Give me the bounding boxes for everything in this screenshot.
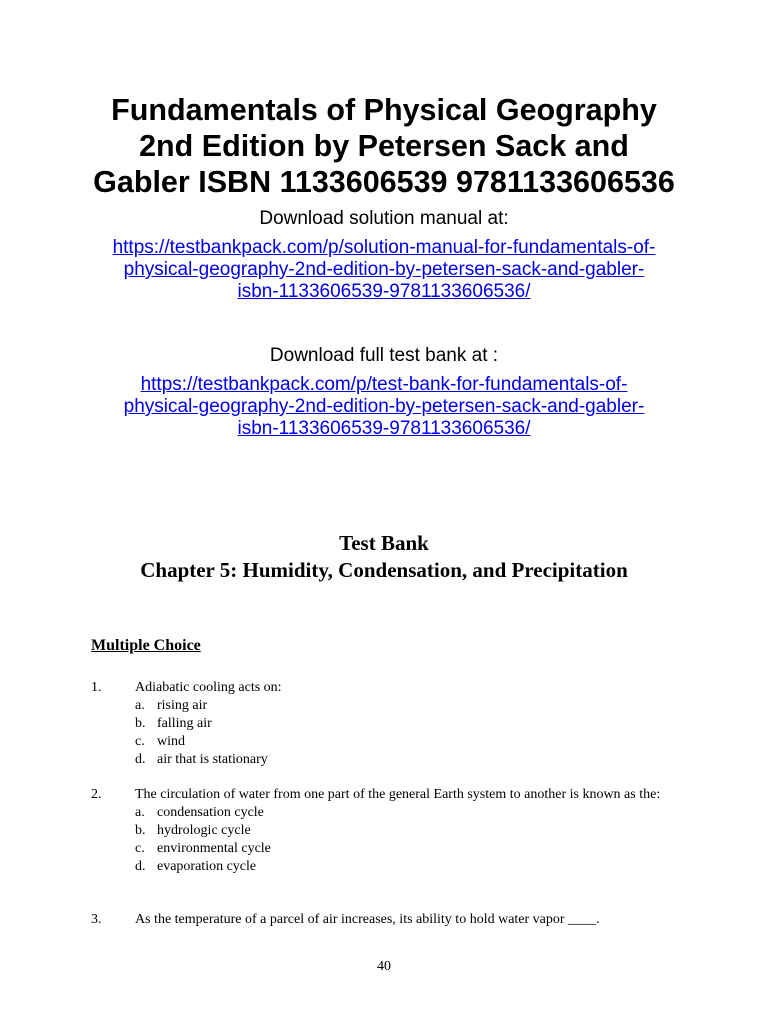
link-line: isbn-1133606539-9781133606536/ <box>237 418 531 439</box>
question-number: 2. <box>91 787 102 802</box>
question <box>91 679 691 769</box>
option-letter: a. <box>135 805 145 820</box>
link-line: https://testbankpack.com/p/solution-manual-for-fundamentals-of- <box>112 237 656 258</box>
option <box>135 715 691 733</box>
chapter-title: Chapter 5: Humidity, Condensation, and Precipitation <box>140 558 628 582</box>
option-letter: b. <box>135 823 146 838</box>
document-title <box>0 92 768 200</box>
question <box>91 911 691 929</box>
link-line: physical-geography-2nd-edition-by-petersen-sack-and-gabler- <box>123 259 645 280</box>
option-letter: d. <box>135 859 146 874</box>
option-text: condensation cycle <box>157 805 264 820</box>
option-letter: c. <box>135 734 145 749</box>
option <box>135 804 691 822</box>
question-number: 3. <box>91 912 102 927</box>
option-text: rising air <box>157 698 208 713</box>
option <box>135 751 691 769</box>
solution-manual-label: Download solution manual at: <box>259 208 509 229</box>
question-number: 1. <box>91 680 102 695</box>
option-text: wind <box>157 734 185 749</box>
question-text: Adiabatic cooling acts on: <box>135 680 282 695</box>
question-text: As the temperature of a parcel of air increases, its ability to hold water vapor ____. <box>135 912 600 927</box>
option-letter: d. <box>135 752 146 767</box>
test-bank-label: Download full test bank at : <box>269 345 499 366</box>
option <box>135 697 691 715</box>
option <box>135 840 691 858</box>
link-line: isbn-1133606539-9781133606536/ <box>237 281 531 302</box>
option-letter: c. <box>135 841 145 856</box>
option-text: air that is stationary <box>157 752 268 767</box>
link-line: https://testbankpack.com/p/test-bank-for-fundamentals-of- <box>140 374 628 395</box>
multiple-choice-heading: Multiple Choice <box>91 637 201 654</box>
page-number: 40 <box>377 959 391 974</box>
title-line: Gabler ISBN 1133606539 9781133606536 <box>93 165 675 199</box>
link-line: physical-geography-2nd-edition-by-petersen-sack-and-gabler- <box>123 396 645 417</box>
section-title: Test Bank <box>339 531 429 555</box>
option-text: environmental cycle <box>157 841 271 856</box>
option-letter: b. <box>135 716 146 731</box>
option-text: evaporation cycle <box>157 859 257 874</box>
question-text: The circulation of water from one part of the general Earth system to another is known as the: <box>135 787 661 802</box>
question <box>91 786 691 876</box>
option-text: hydrologic cycle <box>157 823 251 838</box>
option <box>135 858 691 876</box>
solution-manual-link[interactable] <box>0 237 768 303</box>
title-line: Fundamentals of Physical Geography <box>111 93 657 127</box>
option-text: falling air <box>157 716 212 731</box>
option-letter: a. <box>135 698 145 713</box>
option <box>135 822 691 840</box>
title-line: 2nd Edition by Petersen Sack and <box>139 129 629 163</box>
test-bank-link[interactable] <box>0 374 768 440</box>
option <box>135 733 691 751</box>
